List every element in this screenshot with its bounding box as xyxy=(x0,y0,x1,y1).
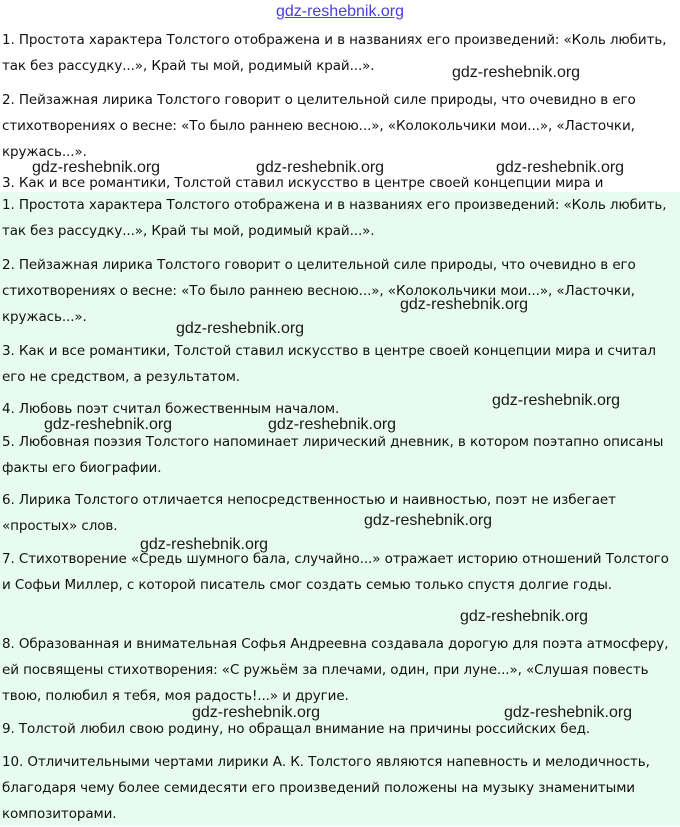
watermark: gdz-reshebnik.org xyxy=(364,512,493,529)
watermark: gdz-reshebnik.org xyxy=(496,159,625,176)
list-item-2: 2. Пейзажная лирика Толстого говорит о целительной силе природы, что очевидно в его стихотворениях о весне: «То было раннею весною...», «Колокольчики мои...», «Ласточки, кружась...». xyxy=(2,257,636,325)
watermark: gdz-reshebnik.org xyxy=(256,159,385,176)
watermark: gdz-reshebnik.org xyxy=(460,608,589,625)
watermark: gdz-reshebnik.org xyxy=(140,536,269,553)
list-item-6: 6. Лирика Толстого отличается непосредственностью и наивностью, поэт не избегает «простых» слов. xyxy=(2,492,616,534)
list-item-5: 5. Любовная поэзия Толстого напоминает лирический дневник, в котором поэтапно описаны факты его биографии. xyxy=(2,434,664,476)
watermark: gdz-reshebnik.org xyxy=(504,704,633,721)
top-paragraph-2: 2. Пейзажная лирика Толстого говорит о целительной силе природы, что очевидно в его стихотворениях о весне: «То было раннею весною...», «Колокольчики мои...», «Ласточки, кружась...». xyxy=(2,92,636,160)
watermark: gdz-reshebnik.org xyxy=(452,64,581,81)
list-item-10: 10. Отличительными чертами лирики А. К. Толстого являются напевность и мелодичность, благодаря чему более семидесяти его произведений положены на музыку знаменитыми композиторами. xyxy=(2,754,650,822)
list-item-7: 7. Стихотворение «Средь шумного бала, случайно...» отражает историю отношений Толстого и Софьи Миллер, с которой писатель смог создать семью только спустя долгие годы. xyxy=(2,551,669,593)
watermark: gdz-reshebnik.org xyxy=(32,159,161,176)
top-paragraph-3: 3. Как и все романтики, Толстой ставил искусство в центре своей концепции мира и xyxy=(2,175,604,191)
list-item-1: 1. Простота характера Толстого отображена и в названиях его произведений: «Коль любить, так без рассудку...», Край ты мой, родимый край...». xyxy=(2,197,667,239)
list-item-8: 8. Образованная и внимательная Софья Андреевна создавала дорогую для поэта атмосферу, ей посвящены стихотворения: «С ружьём за плечами, один, при луне...», «Слушая повесть твою, полюбил я тебя, моя радость!...» и другие. xyxy=(2,636,669,704)
list-item-3: 3. Как и все романтики, Толстой ставил искусство в центре своей концепции мира и считал его не средством, а результатом. xyxy=(2,343,656,385)
watermark: gdz-reshebnik.org xyxy=(492,392,621,409)
list-item-9: 9. Толстой любил свою родину, но обращал внимание на причины российских бед. xyxy=(2,721,591,737)
top-paragraph-1: 1. Простота характера Толстого отображена и в названиях его произведений: «Коль любить, так без рассудку...», Край ты мой, родимый край...». xyxy=(2,32,667,74)
site-link[interactable]: gdz-reshebnik.org xyxy=(275,3,405,20)
list-item-4: 4. Любовь поэт считал божественным началом. xyxy=(2,401,340,417)
watermark: gdz-reshebnik.org xyxy=(176,320,305,337)
watermark: gdz-reshebnik.org xyxy=(192,704,321,721)
watermark: gdz-reshebnik.org xyxy=(44,416,173,433)
watermark: gdz-reshebnik.org xyxy=(268,416,397,433)
watermark: gdz-reshebnik.org xyxy=(400,296,529,313)
